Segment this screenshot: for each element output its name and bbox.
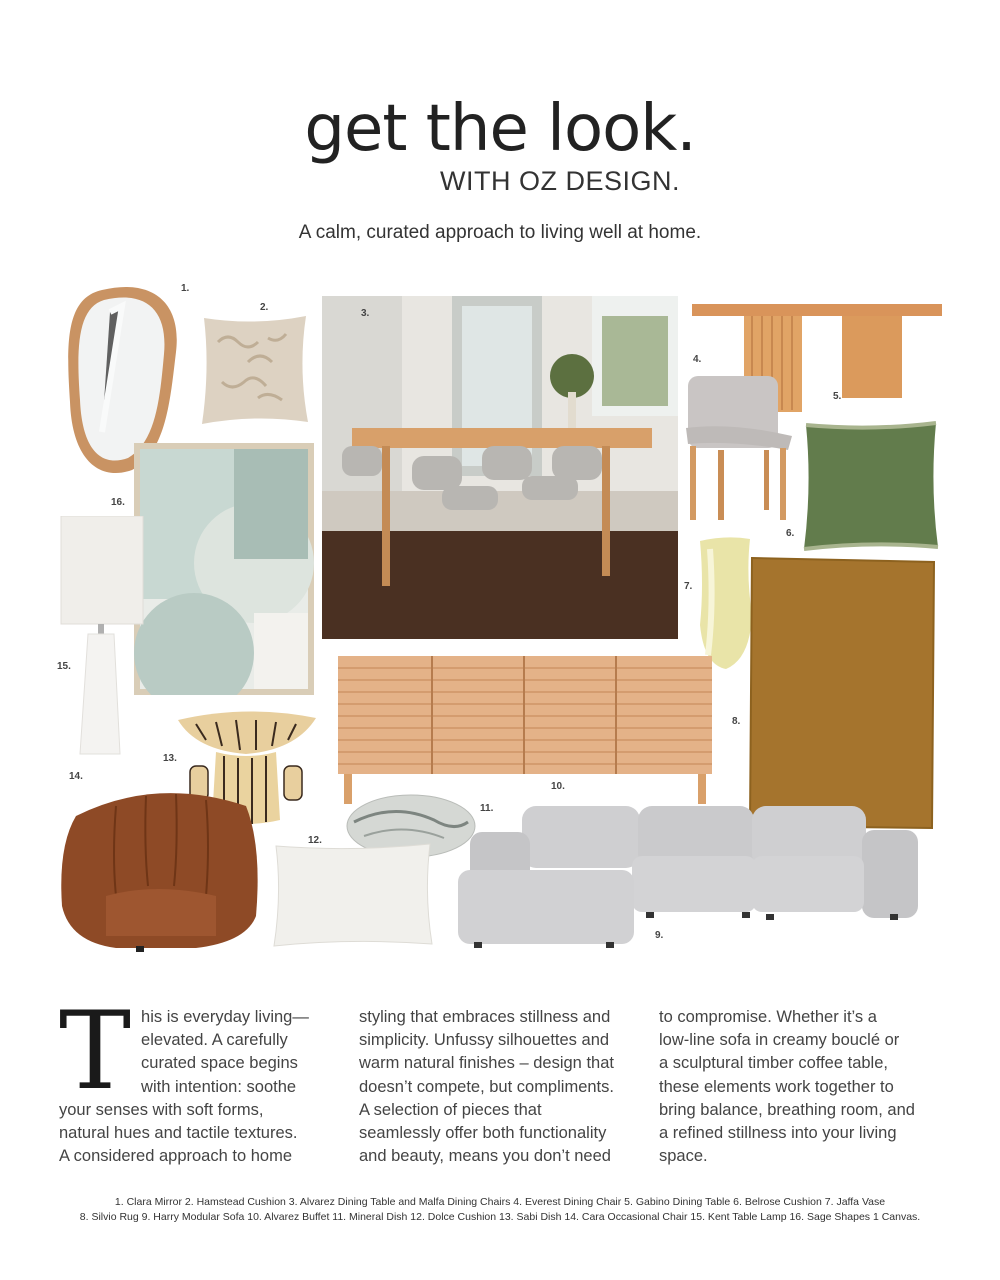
article-line: elevated. A carefully xyxy=(141,1031,288,1050)
alvarez-buffet-image xyxy=(336,652,714,806)
article-line: A selection of pieces that xyxy=(359,1100,542,1119)
article-line: A considered approach to home xyxy=(59,1147,292,1166)
hamstead-cushion-image xyxy=(198,312,312,426)
article-line: a sculptural timber coffee table, xyxy=(659,1054,888,1073)
article-line: doesn’t compete, but compliments. xyxy=(359,1077,614,1096)
article-line: simplicity. Unfussy silhouettes and xyxy=(359,1031,610,1050)
article-line: low-line sofa in creamy bouclé or xyxy=(659,1031,900,1050)
harry-sofa-image xyxy=(456,804,920,950)
item-number-15: 15. xyxy=(57,661,71,672)
item-number-5: 5. xyxy=(833,391,842,402)
drop-cap: T xyxy=(59,989,132,1114)
item-number-14: 14. xyxy=(69,771,83,782)
article-line: natural hues and tactile textures. xyxy=(59,1124,298,1143)
article-column-2 xyxy=(359,1006,649,1168)
item-number-11: 11. xyxy=(480,803,494,814)
item-number-6: 6. xyxy=(786,528,795,539)
jaffa-vase-image xyxy=(696,535,754,671)
article-line: warm natural finishes – design that xyxy=(359,1054,614,1073)
silvio-rug-image xyxy=(748,556,936,830)
article-line: with intention: soothe xyxy=(141,1077,297,1096)
credits-line-1: 1. Clara Mirror 2. Hamstead Cushion 3. Alvarez Dining Table and Malfa Dining Chairs 4. Everest Dining Chair 5. Gabino Dining Table 6. Belrose Cushion 7. Jaffa Vase xyxy=(114,1196,886,1208)
item-number-1: 1. xyxy=(181,283,190,294)
article-column-1 xyxy=(59,989,329,1168)
article-line: space. xyxy=(659,1147,708,1166)
dining-room-photo xyxy=(322,296,678,639)
article-line: your senses with soft forms, xyxy=(59,1100,264,1119)
everest-chair-image xyxy=(682,374,798,524)
page-subtitle: WITH OZ DESIGN. xyxy=(440,166,680,196)
article-line: curated space begins xyxy=(141,1054,298,1073)
item-number-9: 9. xyxy=(655,930,664,941)
article-line: styling that embraces stillness and xyxy=(359,1008,611,1026)
page-title: get the look. xyxy=(304,92,696,166)
item-number-10: 10. xyxy=(551,781,565,792)
article-column-3 xyxy=(659,1006,949,1168)
item-number-16: 16. xyxy=(111,497,125,508)
tagline: A calm, curated approach to living well at home. xyxy=(298,222,702,243)
product-credits xyxy=(0,1195,1000,1225)
article-line: and beauty, means you don’t need xyxy=(359,1147,611,1166)
article-line: his is everyday living— xyxy=(141,1008,309,1026)
item-number-4: 4. xyxy=(693,354,702,365)
article-line: to compromise. Whether it’s a xyxy=(659,1008,877,1026)
item-number-2: 2. xyxy=(260,302,269,313)
item-number-8: 8. xyxy=(732,716,741,727)
dolce-cushion-image xyxy=(272,842,434,948)
credits-line-2: 8. Silvio Rug 9. Harry Modular Sofa 10. Alvarez Buffet 11. Mineral Dish 12. Dolce Cushion 13. Sabi Dish 14. Cara Occasional Chair 15. Kent Table Lamp 16. Sage Shapes 1 Canvas. xyxy=(79,1211,921,1223)
item-number-3: 3. xyxy=(361,308,370,319)
belrose-cushion-image xyxy=(802,421,940,551)
item-number-12: 12. xyxy=(308,835,322,846)
article-line: these elements work together to xyxy=(659,1077,894,1096)
item-number-7: 7. xyxy=(684,581,693,592)
sage-shapes-canvas-image xyxy=(134,443,314,695)
article-line: bring balance, breathing room, and xyxy=(659,1100,915,1119)
kent-lamp-image xyxy=(58,516,148,758)
item-number-13: 13. xyxy=(163,753,177,764)
article-line: a refined stillness into your living xyxy=(659,1124,897,1143)
article-line: seamlessly offer both functionality xyxy=(359,1124,607,1143)
cara-chair-image xyxy=(56,786,262,954)
